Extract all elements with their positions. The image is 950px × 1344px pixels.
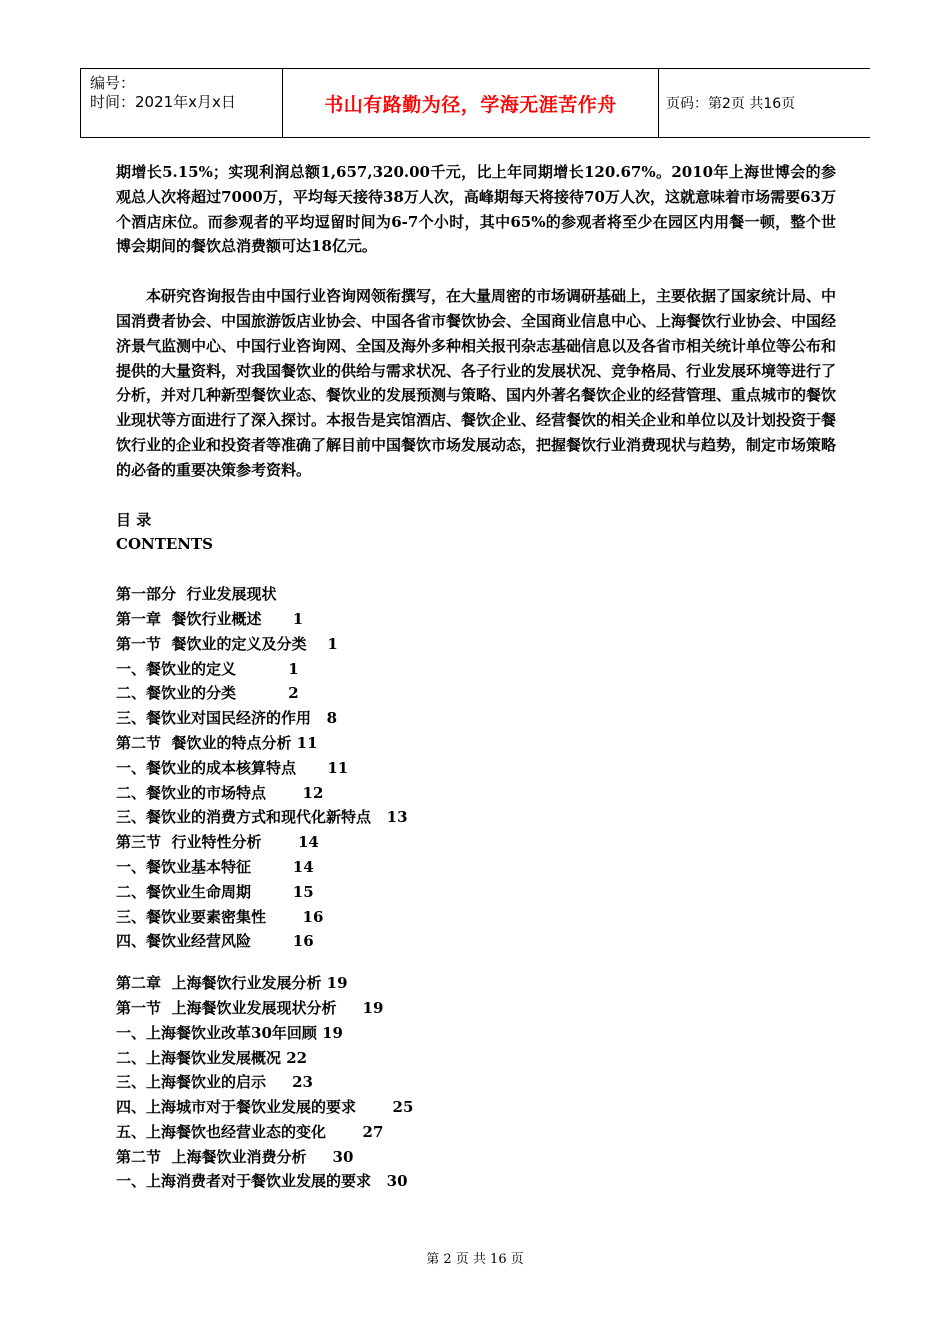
toc-entry: 第一章 餐饮行业概述 1 <box>116 609 304 628</box>
toc-entry: 三、餐饮业要素密集性 16 <box>116 907 324 926</box>
header-meta <box>80 69 283 137</box>
document-body <box>116 160 836 1194</box>
toc-title: 目 录 <box>116 510 152 529</box>
toc-entry: 三、上海餐饮业的启示 23 <box>116 1073 313 1092</box>
spacer <box>116 259 836 284</box>
toc-group-part-one <box>116 582 836 954</box>
toc-entry: 三、餐饮业的消费方式和现代化新特点 13 <box>116 808 408 827</box>
toc-entry: 三、餐饮业对国民经济的作用 8 <box>116 709 338 728</box>
paragraph-market-stats: 期增长5.15%；实现利润总额1,657,320.00千元，比上年同期增长120.67%。2010年上海世博会的参观总人次将超过7000万，平均每天接待38万人次，高峰期每天将接待70万人次，这就意味着市场需要63万个酒店床位。而参观者的平均逗留时间为6-7个小时，其中65%的参观者将至少在园区内用餐一顿，整个世博会期间的餐饮总消费额可达18亿元。 <box>116 163 836 256</box>
toc-entry: 一、上海消费者对于餐饮业发展的要求 30 <box>116 1172 408 1191</box>
toc-entry: 第一节 餐饮业的定义及分类 1 <box>116 634 338 653</box>
page-header <box>80 68 870 138</box>
toc-entry: 第二章 上海餐饮行业发展分析 19 <box>116 974 348 993</box>
toc-entry: 第三节 行业特性分析 14 <box>116 833 319 852</box>
toc-entry: 一、餐饮业基本特征 14 <box>116 857 314 876</box>
header-motto: 书山有路勤为径，学海无涯苦作舟 <box>324 93 617 116</box>
toc-entry: 一、餐饮业的定义 1 <box>116 659 299 678</box>
toc-subtitle: CONTENTS <box>116 535 214 554</box>
spacer <box>116 954 836 971</box>
spacer <box>116 557 836 582</box>
toc-entry: 第一部分 行业发展现状 <box>116 585 277 604</box>
toc-entry: 第二节 上海餐饮业消费分析 30 <box>116 1147 354 1166</box>
header-page-info: 页码：第2页 共16页 <box>666 96 796 112</box>
toc-entry: 第二节 餐饮业的特点分析 11 <box>116 733 318 752</box>
toc-entry: 一、餐饮业的成本核算特点 11 <box>116 758 349 777</box>
page-footer: 第 2 页 共 16 页 <box>426 1252 524 1267</box>
document-time-label: 时间：2021年x月x日 <box>90 93 236 111</box>
toc-entry: 二、餐饮业的市场特点 12 <box>116 783 324 802</box>
toc-entry: 二、上海餐饮业发展概况 22 <box>116 1048 308 1067</box>
toc-entry: 二、餐饮业生命周期 15 <box>116 882 314 901</box>
toc-entry: 四、上海城市对于餐饮业发展的要求 25 <box>116 1098 414 1117</box>
toc-entry: 第一节 上海餐饮业发展现状分析 19 <box>116 998 384 1017</box>
document-number-label: 编号： <box>90 74 136 92</box>
toc-entry: 四、餐饮业经营风险 16 <box>116 932 314 951</box>
paragraph-report-intro: 本研究咨询报告由中国行业咨询网领衔撰写，在大量周密的市场调研基础上，主要依据了国家统计局、中国消费者协会、中国旅游饭店业协会、中国各省市餐饮协会、全国商业信息中心、上海餐饮行业协会、中国经济景气监测中心、中国行业咨询网、全国及海外多种相关报刊杂志基础信息以及各省市相关统计单位等公布和提供的大量资料，对我国餐饮业的供给与需求状况、各子行业的发展状况、竞争格局、行业发展环境等进行了分析，并对几种新型餐饮业态、餐饮业的发展预测与策略、国内外著名餐饮企业的经营管理、重点城市的餐饮业现状等方面进行了深入探讨。本报告是宾馆酒店、餐饮企业、经营餐饮的相关企业和单位以及计划投资于餐饮行业的企业和投资者等准确了解目前中国餐饮市场发展动态，把握餐饮行业消费现状与趋势，制定市场策略的必备的重要决策参考资料。 <box>116 287 837 479</box>
toc-entry: 五、上海餐饮也经营业态的变化 27 <box>116 1122 384 1141</box>
toc-entry: 二、餐饮业的分类 2 <box>116 684 299 703</box>
toc-entry: 一、上海餐饮业改革30年回顾 19 <box>116 1023 343 1042</box>
spacer <box>116 483 836 508</box>
toc-group-chapter-two <box>116 971 836 1194</box>
header-motto-cell <box>283 69 659 137</box>
